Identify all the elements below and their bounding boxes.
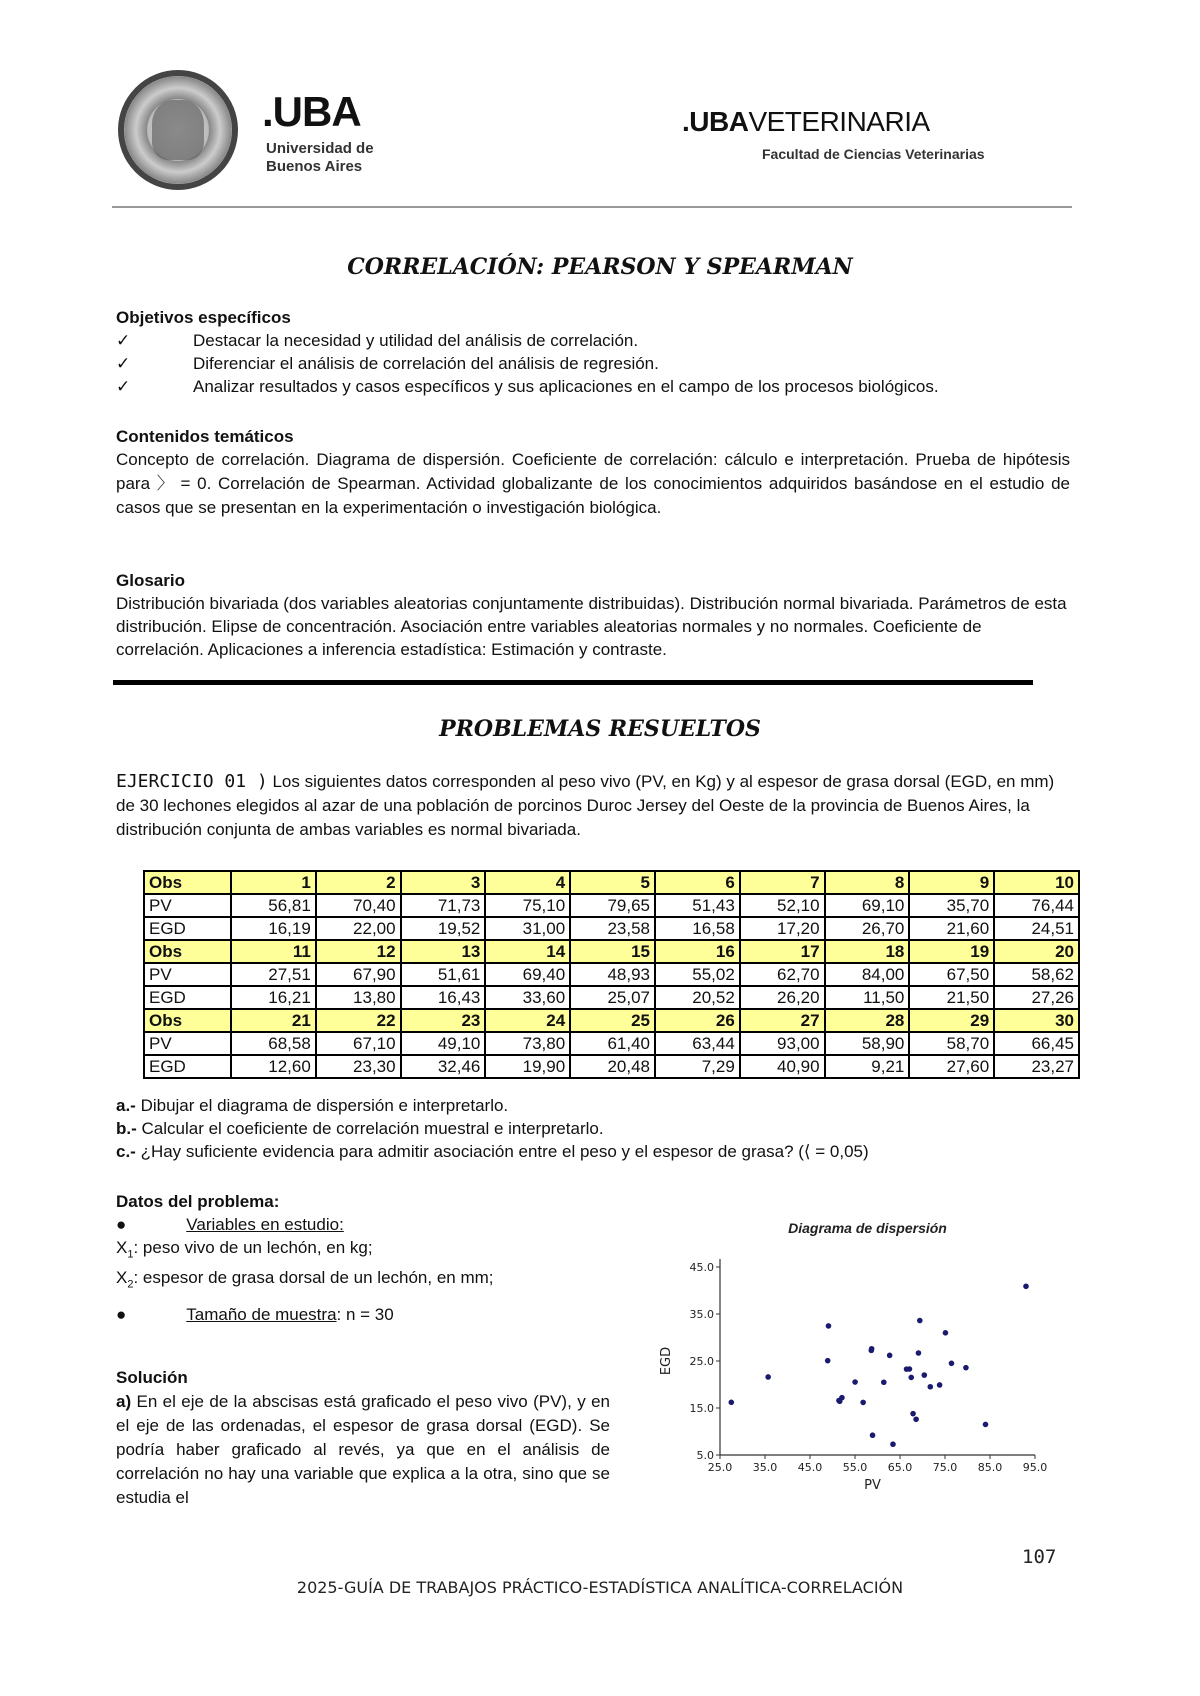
table-cell: 23,30 [316, 1055, 401, 1078]
table-cell: 26,70 [825, 917, 910, 940]
table-cell: 67,50 [909, 963, 994, 986]
table-cell: 79,65 [570, 894, 655, 917]
table-cell: 52,10 [740, 894, 825, 917]
table-cell: 21,50 [909, 986, 994, 1009]
x-tick-label: 55.0 [842, 1461, 868, 1474]
table-cell: 9 [909, 871, 994, 894]
data-point [949, 1361, 955, 1367]
table-row [144, 986, 1079, 1009]
table-cell: 24 [485, 1009, 570, 1032]
table-cell: 17,20 [740, 917, 825, 940]
glosario-section [116, 570, 1072, 661]
page-number: 107 [1022, 1546, 1057, 1568]
table-cell: 58,62 [994, 963, 1079, 986]
table-cell: EGD [144, 917, 231, 940]
data-point [870, 1432, 876, 1438]
sample-size-item: ● Tamaño de muestra: n = 30 [116, 1304, 394, 1324]
list-item: ✓ Analizar resultados y casos específicos y sus aplicaciones en el campo de los procesos biológicos. [116, 377, 939, 396]
table-cell: 58,70 [909, 1032, 994, 1055]
table-cell: 48,93 [570, 963, 655, 986]
data-point [937, 1382, 943, 1388]
y-tick-label: 45.0 [689, 1261, 714, 1274]
x1-definition: $X_1$: peso vivo de un lechón, en kg; [116, 1238, 373, 1261]
table-cell: 16 [655, 940, 740, 963]
data-point [927, 1384, 933, 1390]
list-item: ✓ Diferenciar el análisis de correlación del análisis de regresión. [116, 354, 659, 373]
table-row [144, 1055, 1079, 1078]
variables-item: ● Variables en estudio: [116, 1215, 344, 1234]
table-row [144, 917, 1079, 940]
table-cell: 19,90 [485, 1055, 570, 1078]
table-cell: PV [144, 963, 231, 986]
table-cell: 21,60 [909, 917, 994, 940]
table-cell: 31,00 [485, 917, 570, 940]
glosario-heading: Glosario [116, 571, 185, 590]
table-cell: 23,58 [570, 917, 655, 940]
table-cell: 58,90 [825, 1032, 910, 1055]
table-cell: 12,60 [231, 1055, 316, 1078]
table-cell: 18 [825, 940, 910, 963]
ejercicio-statement [116, 770, 1072, 842]
table-cell: 27 [740, 1009, 825, 1032]
datos-heading: Datos del problema: [116, 1192, 280, 1211]
solucion-heading: Solución [116, 1368, 188, 1387]
table-cell: 13 [401, 940, 486, 963]
table-cell: 22 [316, 1009, 401, 1032]
table-cell: 25 [570, 1009, 655, 1032]
x-tick-label: 45.0 [797, 1461, 823, 1474]
table-cell: 16,19 [231, 917, 316, 940]
header-divider [112, 206, 1072, 208]
data-point [890, 1441, 896, 1447]
table-cell: 14 [485, 940, 570, 963]
table-row [144, 871, 1079, 894]
table-cell: 4 [485, 871, 570, 894]
table-cell: 84,00 [825, 963, 910, 986]
table-cell: 22,00 [316, 917, 401, 940]
table-row [144, 1009, 1079, 1032]
table-cell: 69,40 [485, 963, 570, 986]
table-cell: 16,58 [655, 917, 740, 940]
table-cell: 29 [909, 1009, 994, 1032]
table-cell: PV [144, 1032, 231, 1055]
table-cell: Obs [144, 1009, 231, 1032]
data-point [922, 1372, 928, 1378]
table-cell: 76,44 [994, 894, 1079, 917]
page-title: CORRELACIÓN: PEARSON Y SPEARMAN [347, 254, 853, 280]
table-cell: 40,90 [740, 1055, 825, 1078]
data-point [860, 1400, 866, 1406]
table-cell: 7,29 [655, 1055, 740, 1078]
table-cell: 56,81 [231, 894, 316, 917]
question-c: c.- ¿Hay suficiente evidencia para admitir asociación entre el peso y el espesor de grasa? (⟨ = 0,05) [116, 1142, 869, 1161]
table-cell: 49,10 [401, 1032, 486, 1055]
table-cell: 66,45 [994, 1032, 1079, 1055]
table-cell: EGD [144, 1055, 231, 1078]
uba-logo: .UBA [262, 88, 361, 135]
university-seal-logo [118, 70, 238, 190]
ejercicio-text: Los siguientes datos corresponden al peso vivo (PV, en Kg) y al espesor de grasa dorsal (EGD, en mm) de 30 lechones elegidos al azar de una población de porcinos Duroc Jersey del Oeste de la provincia de Buenos Aires, la distribución conjunta de ambas variables es normal bivariada. [116, 772, 1055, 839]
table-cell: 16,21 [231, 986, 316, 1009]
data-point [852, 1379, 858, 1385]
table-cell: 69,10 [825, 894, 910, 917]
data-point [837, 1398, 843, 1404]
table-cell: 27,60 [909, 1055, 994, 1078]
x2-definition: $X_2$: espesor de grasa dorsal de un lechón, en mm; [116, 1268, 494, 1291]
solucion-text: a) En el eje de la abscisas está graficado el peso vivo (PV), y en el eje de las ordenadas, el espesor de grasa dorsal (EGD). Se podría haber graficado al revés, ya que en el análisis de correlación no hay una variable que explica a la otra, sino que se estudia el [116, 1392, 610, 1507]
table-cell: 6 [655, 871, 740, 894]
table-cell: 1 [231, 871, 316, 894]
data-point [963, 1365, 969, 1371]
table-cell: 2 [316, 871, 401, 894]
table-cell: 68,58 [231, 1032, 316, 1055]
table-cell: 61,40 [570, 1032, 655, 1055]
problemas-title: PROBLEMAS RESUELTOS [439, 716, 761, 742]
table-cell: 93,00 [740, 1032, 825, 1055]
datos-section [116, 1190, 636, 1326]
table-row [144, 963, 1079, 986]
table-cell: 27,26 [994, 986, 1079, 1009]
table-cell: 30 [994, 1009, 1079, 1032]
data-point [825, 1358, 831, 1364]
data-point [916, 1350, 922, 1356]
table-cell: 17 [740, 940, 825, 963]
questions-list [116, 1094, 1076, 1163]
data-point [887, 1353, 893, 1359]
table-cell: 27,51 [231, 963, 316, 986]
data-point [826, 1323, 832, 1329]
contenidos-section [116, 426, 1070, 520]
table-cell: 67,90 [316, 963, 401, 986]
table-row [144, 940, 1079, 963]
check-icon: ✓ [116, 331, 131, 350]
data-point [913, 1416, 919, 1422]
y-tick-label: 5.0 [696, 1449, 714, 1462]
table-cell: 33,60 [485, 986, 570, 1009]
data-table [143, 870, 1080, 1079]
data-point [728, 1400, 734, 1406]
table-cell: 63,44 [655, 1032, 740, 1055]
data-point [917, 1318, 923, 1324]
table-cell: 28 [825, 1009, 910, 1032]
table-cell: 13,80 [316, 986, 401, 1009]
table-cell: 62,70 [740, 963, 825, 986]
contenidos-text: Concepto de correlación. Diagrama de dispersión. Coeficiente de correlación: cálculo e interpretación. Prueba de hipótesis para 〉 = 0. Correlación de Spearman. Actividad globalizante de los conocimientos adquiridos basándose en el estudio de casos que se presentan en la experimentación o investigación biológica. [116, 450, 1070, 517]
check-icon: ✓ [116, 377, 131, 396]
x-tick-label: 25.0 [707, 1461, 733, 1474]
table-cell: 7 [740, 871, 825, 894]
section-divider [113, 680, 1033, 685]
data-point [910, 1411, 916, 1417]
chart-title: Diagrama de dispersión [788, 1220, 947, 1236]
table-cell: 20,48 [570, 1055, 655, 1078]
y-tick-label: 15.0 [689, 1402, 714, 1415]
data-point [943, 1330, 949, 1336]
page-header [112, 60, 1072, 205]
scatter-chart [650, 1215, 1048, 1493]
data-point [869, 1346, 875, 1352]
table-cell: 51,61 [401, 963, 486, 986]
uba-logo-subtitle: Universidad de Buenos Aires [266, 140, 374, 175]
data-point [1023, 1283, 1029, 1289]
data-point [908, 1375, 914, 1381]
list-item: ✓ Destacar la necesidad y utilidad del análisis de correlación. [116, 331, 639, 350]
table-cell: 16,43 [401, 986, 486, 1009]
x-tick-label: 85.0 [977, 1461, 1003, 1474]
x-tick-label: 95.0 [1022, 1461, 1048, 1474]
data-point [881, 1379, 887, 1385]
check-icon: ✓ [116, 354, 131, 373]
data-point [765, 1374, 771, 1380]
table-cell: PV [144, 894, 231, 917]
question-a: a.- Dibujar el diagrama de dispersión e interpretarlo. [116, 1096, 509, 1115]
table-cell: EGD [144, 986, 231, 1009]
table-cell: Obs [144, 871, 231, 894]
table-cell: 26 [655, 1009, 740, 1032]
y-tick-label: 35.0 [689, 1308, 714, 1321]
table-cell: 71,73 [401, 894, 486, 917]
table-cell: 32,46 [401, 1055, 486, 1078]
table-cell: Obs [144, 940, 231, 963]
table-cell: 5 [570, 871, 655, 894]
table-cell: 26,20 [740, 986, 825, 1009]
y-tick-label: 25.0 [689, 1355, 714, 1368]
table-cell: 75,10 [485, 894, 570, 917]
x-tick-label: 75.0 [932, 1461, 958, 1474]
solucion-section [116, 1366, 610, 1510]
table-cell: 8 [825, 871, 910, 894]
table-cell: 67,10 [316, 1032, 401, 1055]
x-axis-label: PV [864, 1478, 881, 1493]
table-cell: 20,52 [655, 986, 740, 1009]
bullet-icon: ● [116, 1304, 127, 1324]
glosario-text: Distribución bivariada (dos variables aleatorias conjuntamente distribuidas). Distribución normal bivariada. Parámetros de esta distribución. Elipse de concentración. Asociación entre variables aleatorias normales y no normales. Coeficiente de correlación. Aplicaciones a inferencia estadística: Estimación y contraste. [116, 594, 1067, 659]
objetivos-list [116, 329, 1076, 398]
table-cell: 70,40 [316, 894, 401, 917]
contenidos-heading: Contenidos temáticos [116, 427, 294, 446]
table-cell: 51,43 [655, 894, 740, 917]
data-point [983, 1422, 989, 1428]
objetivos-section [116, 307, 1076, 398]
bullet-icon: ● [116, 1215, 127, 1234]
x-tick-label: 65.0 [887, 1461, 913, 1474]
objetivos-heading: Objetivos específicos [116, 308, 291, 327]
table-cell: 35,70 [909, 894, 994, 917]
table-row [144, 894, 1079, 917]
table-cell: 12 [316, 940, 401, 963]
table-cell: 20 [994, 940, 1079, 963]
table-cell: 10 [994, 871, 1079, 894]
table-cell: 3 [401, 871, 486, 894]
data-point [904, 1366, 910, 1372]
table-cell: 23,27 [994, 1055, 1079, 1078]
uba-veterinaria-logo: .UBAVETERINARIA [682, 106, 930, 137]
y-axis-label: EGD [659, 1346, 674, 1376]
x-tick-label: 35.0 [752, 1461, 778, 1474]
table-cell: 11 [231, 940, 316, 963]
table-cell: 21 [231, 1009, 316, 1032]
table-cell: 11,50 [825, 986, 910, 1009]
ejercicio-label: EJERCICIO 01 ) [116, 771, 268, 792]
table-cell: 24,51 [994, 917, 1079, 940]
table-cell: 55,02 [655, 963, 740, 986]
table-cell: 73,80 [485, 1032, 570, 1055]
table-cell: 23 [401, 1009, 486, 1032]
table-cell: 9,21 [825, 1055, 910, 1078]
page-footer: 2025-GUÍA DE TRABAJOS PRÁCTICO-ESTADÍSTICA ANALÍTICA-CORRELACIÓN [296, 1578, 904, 1597]
table-row [144, 1032, 1079, 1055]
table-cell: 19 [909, 940, 994, 963]
table-cell: 15 [570, 940, 655, 963]
veterinaria-logo-subtitle: Facultad de Ciencias Veterinarias [762, 146, 985, 162]
question-b: b.- Calcular el coeficiente de correlación muestral e interpretarlo. [116, 1119, 604, 1138]
table-cell: 19,52 [401, 917, 486, 940]
table-cell: 25,07 [570, 986, 655, 1009]
